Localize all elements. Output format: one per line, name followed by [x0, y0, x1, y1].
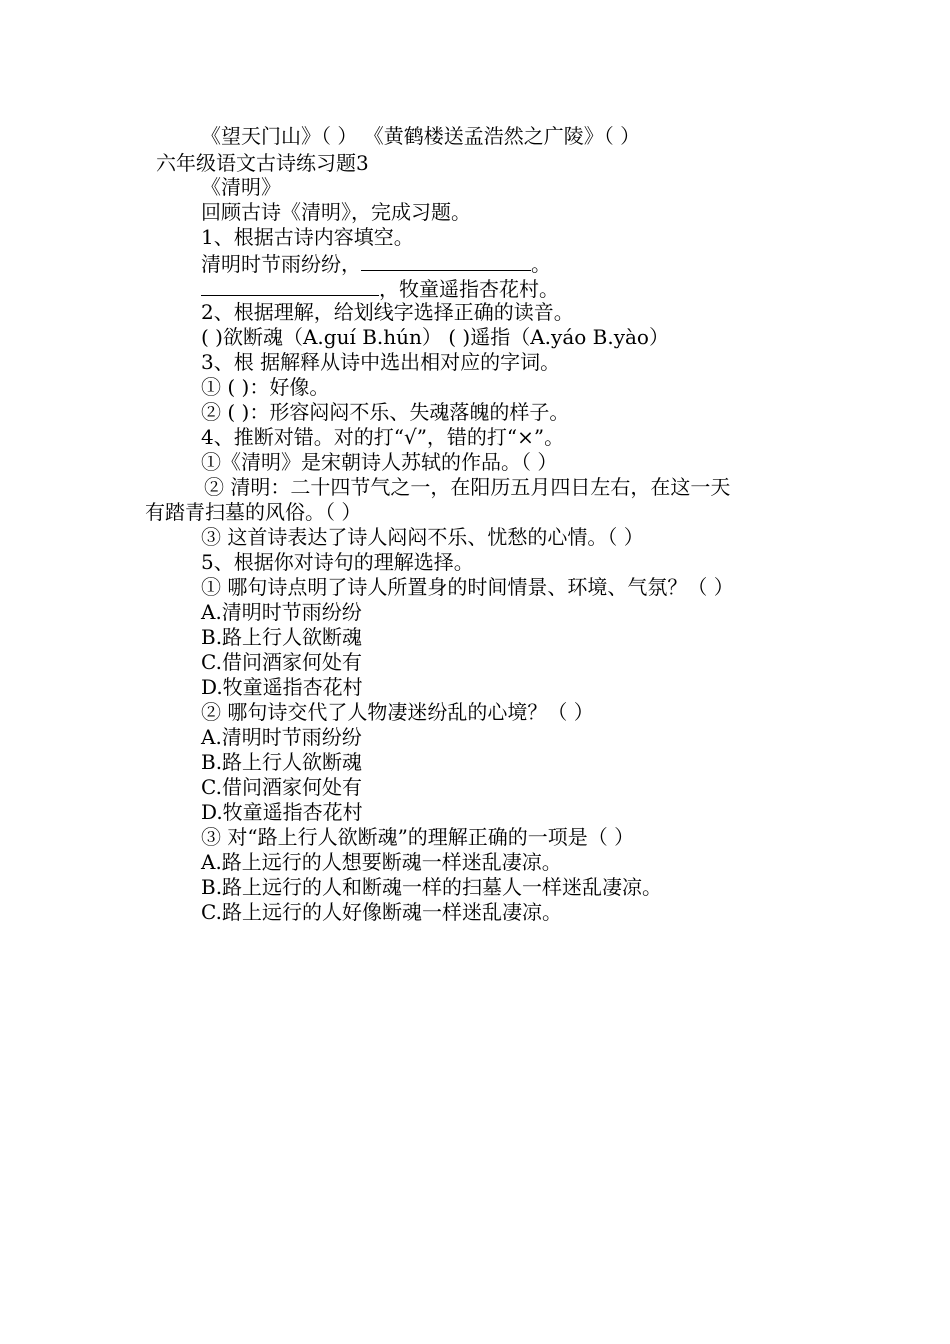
- fill-blank-text: ，牧童遥指杏花村。: [379, 277, 559, 301]
- judge-item-2: ② 清明：二十四节气之一，在阳历五月四日左右，在这一天: [204, 475, 731, 499]
- word-item-2: ② ( )：形容闷闷不乐、失魂落魄的样子。: [201, 400, 570, 424]
- choice-option: A.路上远行的人想要断魂一样迷乱凄凉。: [201, 850, 562, 874]
- judge-item-3: ③ 这首诗表达了诗人闷闷不乐、忧愁的心情。（ ）: [201, 525, 644, 549]
- question-poem-match: 《望天门山》（ ） 《黄鹤楼送孟浩然之广陵》（ ）: [201, 124, 641, 148]
- choice-option: A.清明时节雨纷纷: [201, 600, 362, 624]
- poem-title: 《清明》: [201, 175, 281, 199]
- answer-blank: [201, 275, 379, 296]
- choice-question-2: ② 哪句诗交代了人物凄迷纷乱的心境？（ ）: [201, 700, 594, 724]
- choice-option: B.路上行人欲断魂: [201, 625, 363, 649]
- question-5-heading: 5、根据你对诗句的理解选择。: [201, 550, 474, 574]
- question-4-heading: 4、推断对错。对的打“√”，错的打“×”。: [201, 425, 565, 449]
- word-item-1: ① ( )：好像。: [201, 375, 330, 399]
- fill-blank-text: 清明时节雨纷纷，: [201, 252, 361, 276]
- answer-blank: [361, 250, 531, 271]
- fill-blank-end: 。: [531, 252, 551, 276]
- choice-option: B.路上远行的人和断魂一样的扫墓人一样迷乱凄凉。: [201, 875, 663, 899]
- judge-item-1: ①《清明》是宋朝诗人苏轼的作品。（ ）: [201, 450, 558, 474]
- page-title: 六年级语文古诗练习题3: [156, 151, 369, 175]
- fill-blank-line-2: [201, 275, 559, 302]
- choice-question-1: ① 哪句诗点明了诗人所置身的时间情景、环境、气氛？（ ）: [201, 575, 734, 599]
- choice-option: C.借问酒家何处有: [201, 775, 362, 799]
- question-1-heading: 1、根据古诗内容填空。: [201, 225, 414, 249]
- choice-question-3: ③ 对“路上行人欲断魂”的理解正确的一项是（ ）: [201, 825, 635, 849]
- fill-blank-line-1: [201, 250, 551, 277]
- pronunciation-options: ( )欲断魂（A.guí B.hún） ( )遥指（A.yáo B.yào）: [201, 325, 669, 349]
- choice-option: B.路上行人欲断魂: [201, 750, 363, 774]
- judge-item-2-continued: 有踏青扫墓的风俗。（ ）: [145, 500, 362, 524]
- choice-option: C.路上远行的人好像断魂一样迷乱凄凉。: [201, 900, 562, 924]
- choice-option: C.借问酒家何处有: [201, 650, 362, 674]
- choice-option: A.清明时节雨纷纷: [201, 725, 362, 749]
- question-3-heading: 3、根 据解释从诗中选出相对应的字词。: [201, 350, 561, 374]
- choice-option: D.牧童遥指杏花村: [201, 800, 363, 824]
- choice-option: D.牧童遥指杏花村: [201, 675, 363, 699]
- question-2-heading: 2、根据理解，给划线字选择正确的读音。: [201, 300, 574, 324]
- instructions: 回顾古诗《清明》，完成习题。: [201, 200, 471, 224]
